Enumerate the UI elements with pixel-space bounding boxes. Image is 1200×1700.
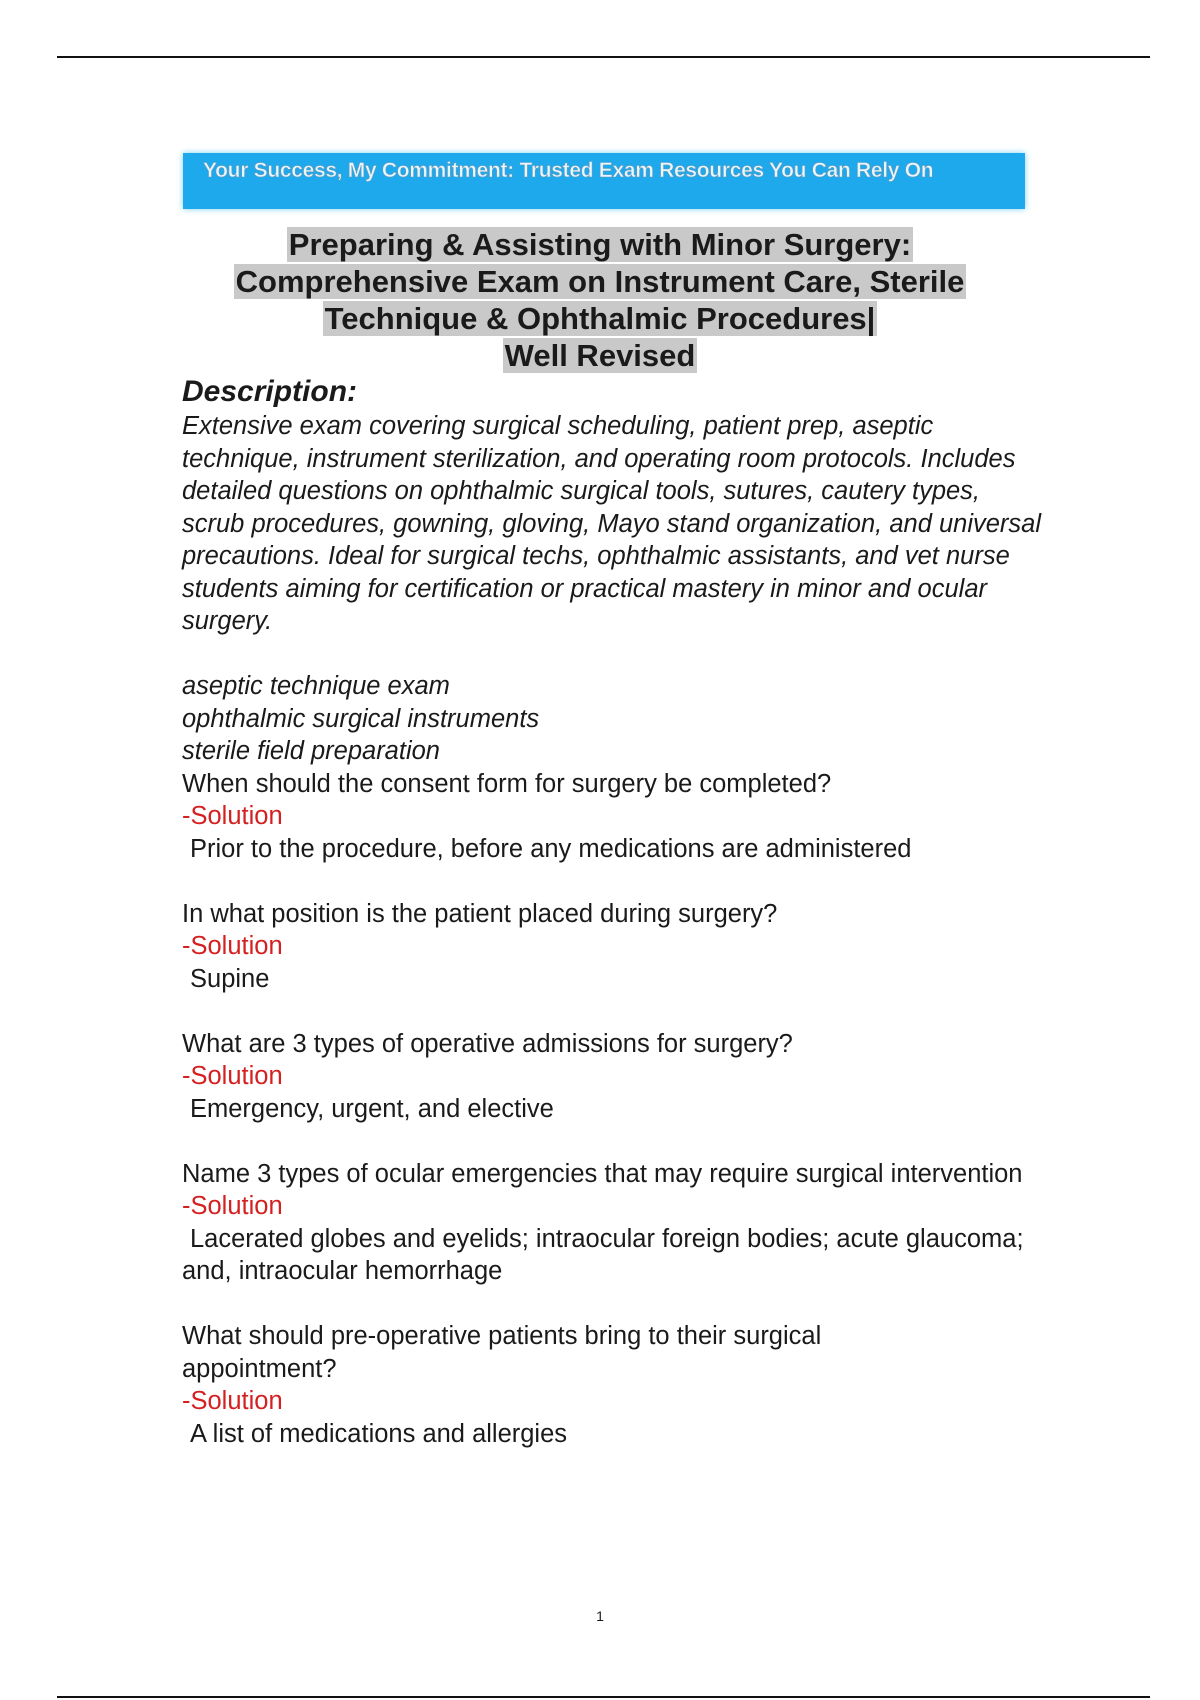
qa-item bbox=[182, 1028, 1042, 1126]
title-line: Technique & Ophthalmic Procedures| bbox=[324, 301, 876, 336]
answer: A list of medications and allergies bbox=[190, 1419, 568, 1448]
solution-label: -Solution bbox=[182, 1062, 283, 1090]
document-body bbox=[182, 374, 1042, 1450]
question: What are 3 types of operative admissions for surgery? bbox=[182, 1029, 793, 1058]
answer: Emergency, urgent, and elective bbox=[190, 1094, 554, 1123]
title-line: Well Revised bbox=[504, 338, 696, 373]
answer: Supine bbox=[190, 964, 270, 993]
document-title bbox=[0, 226, 1200, 374]
question: In what position is the patient placed during surgery? bbox=[182, 899, 778, 928]
qa-item bbox=[182, 1158, 1042, 1288]
title-line: Comprehensive Exam on Instrument Care, Sterile bbox=[235, 264, 965, 299]
description-text: Extensive exam covering surgical scheduling, patient prep, aseptic technique, instrument sterilization, and operating room protocols. Includes detailed questions on ophthalmic surgical tools, sutures, cautery types, scrub procedures, gowning, gloving, Mayo stand organization, and universal precautions. Ideal for surgical techs, ophthalmic assistants, and vet nurse students aiming for certification or practical mastery in minor and ocular surgery. bbox=[182, 412, 1042, 635]
question: What should pre-operative patients bring to their surgical appointment? bbox=[182, 1322, 822, 1383]
solution-label: -Solution bbox=[182, 932, 283, 960]
solution-label: -Solution bbox=[182, 1387, 283, 1415]
banner-text: Your Success, My Commitment: Trusted Exam Resources You Can Rely On bbox=[203, 159, 934, 182]
keyword: aseptic technique exam bbox=[182, 672, 450, 700]
keyword: sterile field preparation bbox=[182, 737, 440, 765]
answer: Lacerated globes and eyelids; intraocular foreign bodies; acute glaucoma; and, intraocular hemorrhage bbox=[182, 1224, 1024, 1285]
solution-label: -Solution bbox=[182, 1192, 283, 1220]
qa-item bbox=[182, 898, 1042, 996]
solution-label: -Solution bbox=[182, 802, 283, 830]
header-rule bbox=[57, 56, 1150, 58]
description-heading: Description: bbox=[182, 375, 358, 408]
promo-banner bbox=[183, 153, 1025, 209]
question: When should the consent form for surgery be completed? bbox=[182, 769, 832, 798]
qa-item bbox=[182, 1320, 1042, 1450]
question: Name 3 types of ocular emergencies that may require surgical intervention bbox=[182, 1159, 1023, 1188]
footer-rule bbox=[57, 1696, 1150, 1698]
answer: Prior to the procedure, before any medications are administered bbox=[190, 834, 912, 863]
keyword: ophthalmic surgical instruments bbox=[182, 704, 540, 733]
qa-item bbox=[182, 768, 1042, 866]
title-line: Preparing & Assisting with Minor Surgery: bbox=[288, 227, 912, 262]
page-number: 1 bbox=[596, 1608, 604, 1624]
